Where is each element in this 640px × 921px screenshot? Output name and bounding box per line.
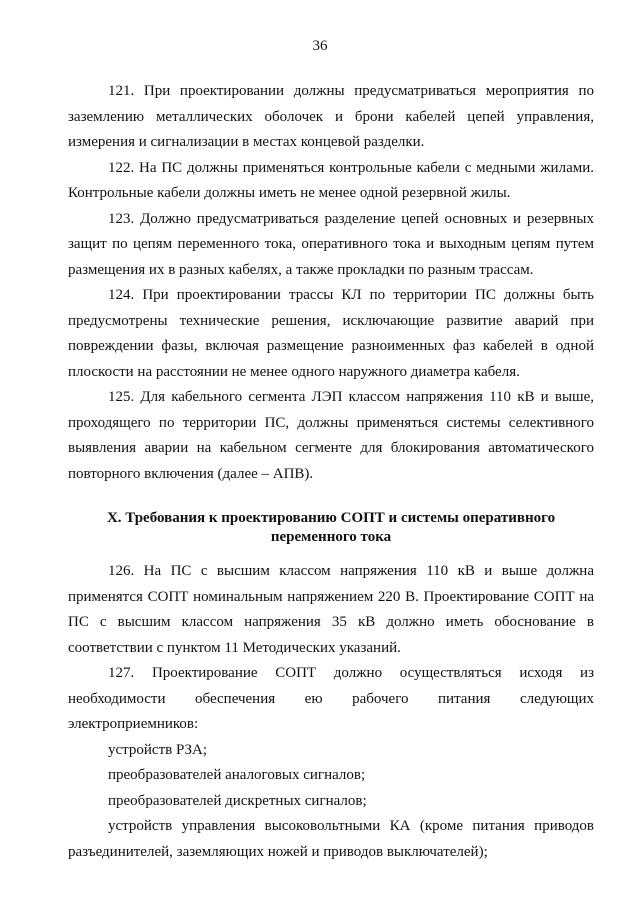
list-item: устройств РЗА; [108, 741, 208, 758]
paragraph-127: 127. Проектирование СОПТ должно осуществляться исходя из необходимости обеспечения ею рабочего питания следующих электроприемников: [68, 665, 594, 732]
paragraph-121: 121. При проектировании должны предусматриваться мероприятия по заземлению металлических оболочек и брони кабелей цепей управления, измерения и сигнализации в местах концевой разделки. [68, 83, 594, 150]
paragraph-125: 125. Для кабельного сегмента ЛЭП классом напряжения 110 кВ и выше, проходящего по территории ПС, должны применяться системы селективного выявления аварии на кабельном сегменте для блокирования автоматического повторного включения (далее – АПВ). [68, 389, 594, 482]
section-heading-line2: переменного тока [270, 529, 392, 545]
paragraph-123: 123. Должно предусматриваться разделение цепей основных и резервных защит по цепям переменного тока, оперативного тока и выходным цепям путем размещения их в разных кабелях, а также прокладки по разным трассам. [68, 210, 594, 278]
section-heading [68, 509, 594, 547]
paragraph-126: 126. На ПС с высшим классом напряжения 110 кВ и выше должна применятся СОПТ номинальным напряжением 220 В. Проектирование СОПТ на ПС с высшим классом напряжения 35 кВ должно иметь обоснование в соответствии с пунктом 11 Методических указаний. [68, 563, 594, 656]
paragraph-122: 122. На ПС должны применяться контрольные кабели с медными жилами. Контрольные кабели должны иметь не менее одной резервной жилы. [68, 159, 594, 201]
document-body [68, 79, 594, 865]
list-item: преобразователей аналоговых сигналов; [108, 767, 366, 783]
list-item: устройств управления высоковольтными КА (кроме питания приводов разъединителей, заземляющих ножей и приводов выключателей); [68, 818, 594, 860]
section-heading-line1: X. Требования к проектированию СОПТ и системы оперативного [106, 510, 556, 526]
list-item: преобразователей дискретных сигналов; [108, 792, 367, 809]
paragraph-124: 124. При проектировании трассы КЛ по территории ПС должны быть предусмотрены технические решения, исключающие развитие аварий при повреждении фазы, включая размещение разноименных фаз кабелей в одной плоскости на расстоянии не менее одного наружного диаметра кабеля. [68, 287, 594, 380]
page-number: 36 [312, 38, 328, 54]
